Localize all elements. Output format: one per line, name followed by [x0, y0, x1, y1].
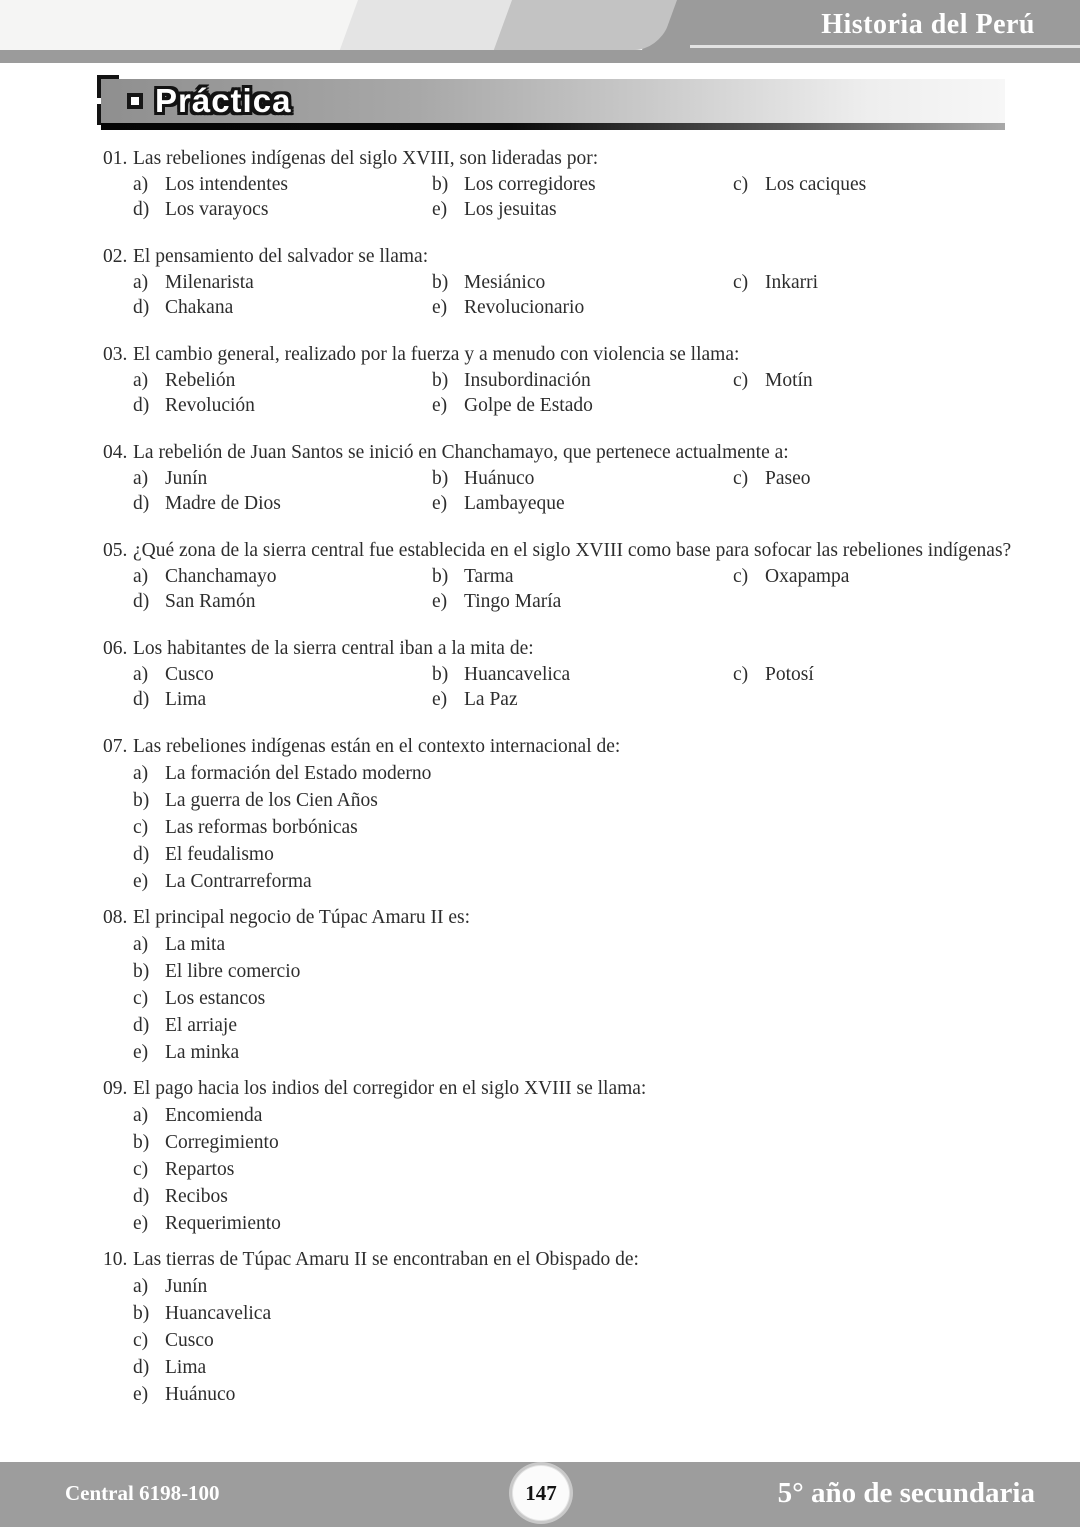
banner-title-row — [127, 82, 291, 120]
question-body — [133, 440, 1080, 516]
option-letter: a) — [133, 664, 149, 685]
option-label: Madre de Dios — [165, 493, 281, 514]
option-letter: b) — [133, 1132, 150, 1153]
question-body — [133, 636, 1080, 712]
option-letter: a) — [133, 468, 149, 489]
options-list — [133, 931, 1080, 1066]
option — [133, 491, 432, 516]
option-label: Huánuco — [464, 468, 535, 489]
question-text: El pensamiento del salvador se llama: — [133, 246, 429, 267]
option-letter: d) — [133, 493, 150, 514]
option — [733, 564, 1080, 589]
option-letter: d) — [133, 1015, 150, 1036]
option — [133, 1354, 1080, 1381]
banner-bottom-rule — [101, 123, 1005, 130]
practice-banner — [97, 76, 1005, 130]
option-letter: a) — [133, 174, 149, 195]
option-label: Huánuco — [165, 1384, 236, 1405]
option-letter: c) — [133, 817, 149, 838]
option-letter: d) — [133, 1186, 150, 1207]
option-label: Milenarista — [165, 272, 254, 293]
option-letter: c) — [733, 566, 749, 587]
option-letter: b) — [432, 174, 449, 195]
option — [432, 295, 733, 320]
option-letter: d) — [133, 591, 150, 612]
option — [133, 589, 432, 614]
option — [133, 687, 432, 712]
option-label: Revolucionario — [464, 297, 585, 318]
option — [432, 589, 733, 614]
header-underline — [690, 45, 1080, 48]
option-label: La guerra de los Cien Años — [165, 790, 378, 811]
option — [133, 295, 432, 320]
page-header — [0, 0, 1080, 63]
option — [133, 1300, 1080, 1327]
option — [432, 662, 733, 687]
question-number: 02. — [103, 246, 128, 267]
question-text: Las rebeliones indígenas están en el contexto internacional de: — [133, 736, 621, 757]
option-label: Lambayeque — [464, 493, 565, 514]
question-text: La rebelión de Juan Santos se inició en Chanchamayo, que pertenece actualmente a: — [133, 442, 789, 463]
question-body — [133, 1076, 1080, 1237]
question-number: 10. — [103, 1249, 128, 1270]
page-number: 147 — [525, 1480, 557, 1505]
option — [133, 1327, 1080, 1354]
option-label: Lima — [165, 1357, 207, 1378]
option-label: Los varayocs — [165, 199, 269, 220]
footer-grade-label: 5° año de secundaria — [777, 1477, 1035, 1509]
option-label: Insubordinación — [464, 370, 591, 391]
option — [432, 197, 733, 222]
option — [432, 687, 733, 712]
option — [432, 172, 733, 197]
option-letter: b) — [432, 664, 449, 685]
question-number: 03. — [103, 344, 128, 365]
option — [133, 197, 432, 222]
option-letter: d) — [133, 1357, 150, 1378]
option-label: Los corregidores — [464, 174, 596, 195]
option-label: Los intendentes — [165, 174, 288, 195]
option-letter: e) — [133, 1384, 149, 1405]
option — [432, 270, 733, 295]
option-letter: b) — [432, 468, 449, 489]
question-block — [0, 342, 1080, 418]
option-label: Repartos — [165, 1159, 235, 1180]
option-letter: c) — [133, 1159, 149, 1180]
option-label: Los caciques — [765, 174, 867, 195]
option — [133, 1012, 1080, 1039]
question-block — [0, 636, 1080, 712]
option — [733, 172, 1080, 197]
question-number: 06. — [103, 638, 128, 659]
option-label: Motín — [765, 370, 813, 391]
options-list — [133, 1102, 1080, 1237]
option-letter: b) — [133, 961, 150, 982]
question-text: Las rebeliones indígenas del siglo XVIII, son lideradas por: — [133, 148, 599, 169]
options-grid — [133, 368, 1080, 418]
option — [733, 270, 1080, 295]
option — [133, 1273, 1080, 1300]
option-label: Chanchamayo — [165, 566, 277, 587]
square-bullet-icon — [127, 93, 143, 109]
option-label: Tingo María — [464, 591, 562, 612]
option-label: Corregimiento — [165, 1132, 279, 1153]
option-letter: e) — [432, 591, 448, 612]
question-text: El principal negocio de Túpac Amaru II es: — [133, 907, 470, 928]
question-text: El cambio general, realizado por la fuerza y a menudo con violencia se llama: — [133, 344, 740, 365]
option — [133, 466, 432, 491]
option — [133, 985, 1080, 1012]
option-letter: b) — [432, 370, 449, 391]
option-label: Inkarri — [765, 272, 819, 293]
option — [133, 393, 432, 418]
option-letter: a) — [133, 1276, 149, 1297]
options-grid — [133, 662, 1080, 712]
option — [133, 564, 432, 589]
option — [432, 491, 733, 516]
question-text: ¿Qué zona de la sierra central fue establecida en el siglo XVIII como base para sofocar las rebeliones indígenas? — [133, 540, 1012, 561]
option-label: Junín — [165, 1276, 208, 1297]
option — [432, 564, 733, 589]
option-letter: e) — [432, 199, 448, 220]
option — [133, 1156, 1080, 1183]
option-label: Huancavelica — [464, 664, 571, 685]
question-body — [133, 538, 1080, 614]
question-number: 01. — [103, 148, 128, 169]
option-letter: b) — [432, 566, 449, 587]
option-letter: d) — [133, 297, 150, 318]
options-list — [133, 760, 1080, 895]
option-label: La formación del Estado moderno — [165, 763, 432, 784]
option-label: El feudalismo — [165, 844, 274, 865]
option-label: El arriaje — [165, 1015, 237, 1036]
option — [133, 1183, 1080, 1210]
question-block — [0, 1247, 1080, 1408]
question-body — [133, 1247, 1080, 1408]
option-label: Huancavelica — [165, 1303, 272, 1324]
question-text: Las tierras de Túpac Amaru II se encontraban en el Obispado de: — [133, 1249, 639, 1270]
option-letter: a) — [133, 1105, 149, 1126]
questions — [0, 146, 1080, 1418]
option-label: Golpe de Estado — [464, 395, 593, 416]
option-letter: e) — [133, 871, 149, 892]
option-letter: c) — [733, 272, 749, 293]
question-text: Los habitantes de la sierra central iban a la mita de: — [133, 638, 534, 659]
option-label: Los estancos — [165, 988, 266, 1009]
question-body — [133, 734, 1080, 895]
option-letter: b) — [133, 1303, 150, 1324]
option — [133, 662, 432, 687]
question-body — [133, 244, 1080, 320]
option — [133, 760, 1080, 787]
option — [133, 868, 1080, 895]
option — [133, 1039, 1080, 1066]
question-block — [0, 905, 1080, 1066]
option-label: Chakana — [165, 297, 234, 318]
option-label: Revolución — [165, 395, 255, 416]
question-text: El pago hacia los indios del corregidor en el siglo XVIII se llama: — [133, 1078, 647, 1099]
question-number: 07. — [103, 736, 128, 757]
option-letter: e) — [432, 297, 448, 318]
option-label: La Paz — [464, 689, 518, 710]
question-body — [133, 146, 1080, 222]
option — [133, 368, 432, 393]
option — [133, 1102, 1080, 1129]
option-letter: c) — [733, 468, 749, 489]
options-grid — [133, 466, 1080, 516]
option-label: Rebelión — [165, 370, 236, 391]
option-label: Encomienda — [165, 1105, 263, 1126]
option-label: La Contrarreforma — [165, 871, 312, 892]
option — [432, 368, 733, 393]
option-label: Lima — [165, 689, 207, 710]
section-title: Práctica — [155, 82, 292, 119]
option-label: Paseo — [765, 468, 811, 489]
options-grid — [133, 270, 1080, 320]
option — [432, 393, 733, 418]
header-diagonal-stripe-dark — [494, 0, 677, 50]
option-letter: d) — [133, 199, 150, 220]
option — [733, 662, 1080, 687]
option-letter: c) — [733, 174, 749, 195]
option-letter: e) — [133, 1213, 149, 1234]
option-letter: c) — [133, 988, 149, 1009]
option-letter: c) — [133, 1330, 149, 1351]
course-title: Historia del Perú — [821, 9, 1035, 40]
option-label: Requerimiento — [165, 1213, 281, 1234]
option-letter: b) — [133, 790, 150, 811]
option-label: Junín — [165, 468, 208, 489]
option — [133, 1381, 1080, 1408]
options-grid — [133, 172, 1080, 222]
question-block — [0, 146, 1080, 222]
option-letter: a) — [133, 934, 149, 955]
question-number: 05. — [103, 540, 128, 561]
page-footer — [0, 1462, 1080, 1527]
option-letter: a) — [133, 763, 149, 784]
question-block — [0, 440, 1080, 516]
option — [133, 841, 1080, 868]
option-label: El libre comercio — [165, 961, 301, 982]
question-block — [0, 244, 1080, 320]
option-label: Mesiánico — [464, 272, 546, 293]
option-letter: b) — [432, 272, 449, 293]
options-list — [133, 1273, 1080, 1408]
option — [133, 787, 1080, 814]
question-number: 04. — [103, 442, 128, 463]
option-letter: e) — [432, 395, 448, 416]
option-label: Recibos — [165, 1186, 228, 1207]
option-label: Cusco — [165, 664, 214, 685]
option — [133, 172, 432, 197]
question-block — [0, 1076, 1080, 1237]
question-number: 09. — [103, 1078, 128, 1099]
option-letter: c) — [733, 664, 749, 685]
option-label: San Ramón — [165, 591, 256, 612]
question-block — [0, 538, 1080, 614]
option-letter: d) — [133, 844, 150, 865]
option — [133, 1129, 1080, 1156]
footer-phone: Central 6198-100 — [65, 1481, 220, 1505]
question-body — [133, 342, 1080, 418]
option-letter: a) — [133, 272, 149, 293]
option-letter: d) — [133, 395, 150, 416]
option-label: Potosí — [765, 664, 814, 685]
page-number-badge — [512, 1465, 570, 1521]
question-block — [0, 734, 1080, 895]
option-label: Las reformas borbónicas — [165, 817, 358, 838]
option — [133, 814, 1080, 841]
option — [133, 958, 1080, 985]
option — [133, 1210, 1080, 1237]
option-letter: a) — [133, 370, 149, 391]
option-label: Cusco — [165, 1330, 214, 1351]
option-letter: e) — [133, 1042, 149, 1063]
option-letter: a) — [133, 566, 149, 587]
option — [133, 270, 432, 295]
option-letter: c) — [733, 370, 749, 391]
option-label: Los jesuitas — [464, 199, 557, 220]
option-label: Tarma — [464, 566, 514, 587]
option-label: La minka — [165, 1042, 240, 1063]
question-body — [133, 905, 1080, 1066]
option — [432, 466, 733, 491]
option — [733, 368, 1080, 393]
question-number: 08. — [103, 907, 128, 928]
option-letter: d) — [133, 689, 150, 710]
option — [733, 466, 1080, 491]
option-letter: e) — [432, 493, 448, 514]
option-letter: e) — [432, 689, 448, 710]
option — [133, 931, 1080, 958]
option-label: Oxapampa — [765, 566, 850, 587]
option-label: La mita — [165, 934, 226, 955]
options-grid — [133, 564, 1080, 614]
